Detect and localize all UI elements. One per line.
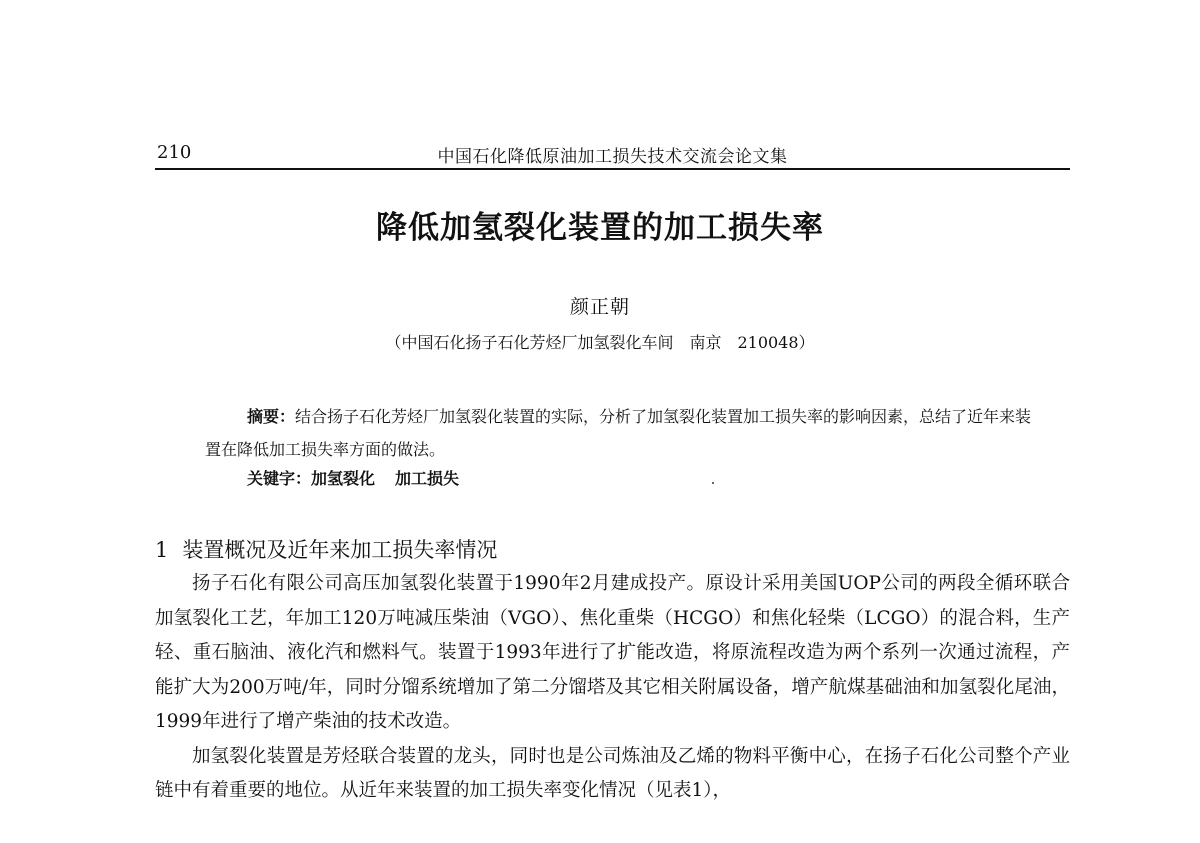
author-affiliation: （中国石化扬子石化芳烃厂加氢裂化车间 南京 210048） — [385, 333, 815, 352]
section-number: 1 — [155, 538, 169, 562]
abstract — [205, 400, 1035, 466]
keyword-item: 加氢裂化 — [311, 469, 376, 488]
paper-title: 降低加氢裂化装置的加工损失率 — [376, 210, 824, 246]
section-body — [155, 567, 1070, 809]
keyword-item: 加工损失 — [395, 469, 460, 488]
page-header — [155, 138, 1070, 170]
section-heading — [155, 534, 497, 564]
scan-speck — [712, 482, 714, 484]
abstract-text: 结合扬子石化芳烃厂加氢裂化装置的实际，分析了加氢裂化装置加工损失率的影响因素，总结了近年来装置在降低加工损失率方面的做法。 — [205, 407, 1032, 459]
keywords — [247, 466, 479, 489]
keywords-label: 关键字： — [247, 469, 312, 488]
abstract-label: 摘要： — [247, 407, 296, 426]
author-name: 颜正朝 — [569, 296, 630, 318]
running-title: 中国石化降低原油加工损失技术交流会论文集 — [437, 147, 788, 167]
page-number: 210 — [157, 142, 192, 163]
body-paragraph: 扬子石化有限公司高压加氢裂化装置于1990年2月建成投产。原设计采用美国UOP公司的两段全循环联合加氢裂化工艺，年加工120万吨减压柴油（VGO）、焦化重柴（HCGO）和焦化轻柴（LCGO）的混合料，生产轻、重石脑油、液化汽和燃料气。装置于1993年进行了扩能改造，将原流程改造为两个系列一次通过流程，产能扩大为200万吨/年，同时分馏系统增加了第二分馏塔及其它相关附属设备，增产航煤基础油和加氢裂化尾油，1999年进行了增产柴油的技术改造。 — [155, 573, 1070, 732]
section-title: 装置概况及近年来加工损失率情况 — [182, 538, 498, 562]
body-paragraph: 加氢裂化装置是芳烃联合装置的龙头，同时也是公司炼油及乙烯的物料平衡中心，在扬子石化公司整个产业链中有着重要的地位。从近年来装置的加工损失率变化情况（见表1）， — [155, 745, 1070, 801]
